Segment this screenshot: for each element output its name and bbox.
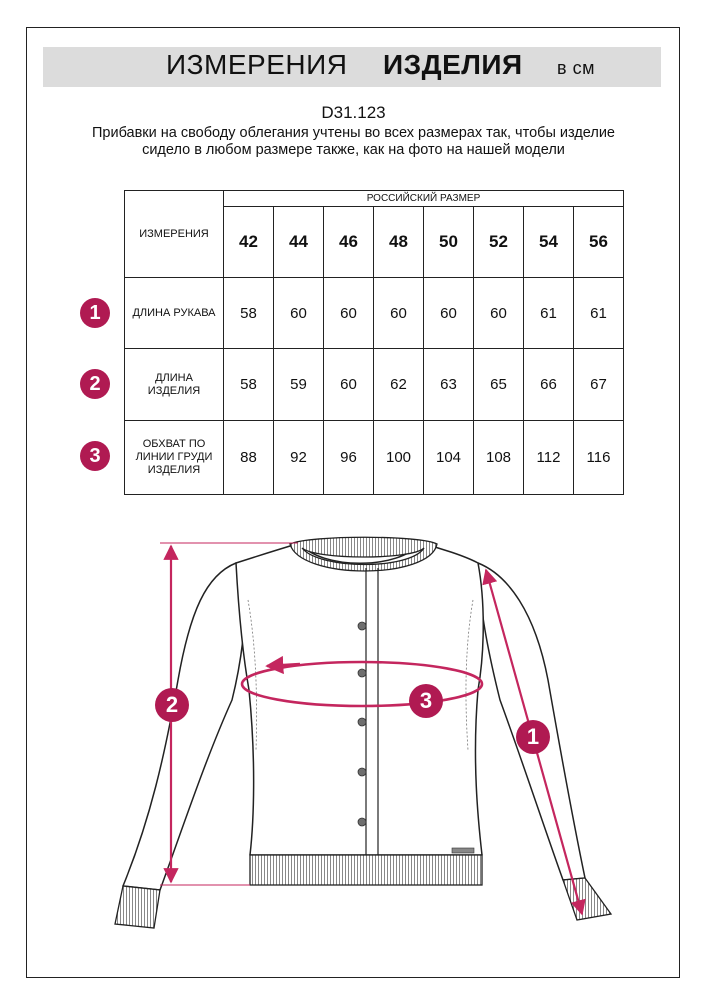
marker-1: 1 <box>516 720 550 754</box>
table-cell: 60 <box>474 278 524 349</box>
row-badge-1: 1 <box>80 298 110 328</box>
marker-2: 2 <box>155 688 189 722</box>
size-header: 52 <box>474 207 524 278</box>
size-header: 48 <box>374 207 424 278</box>
table-cell: 104 <box>424 421 474 495</box>
marker-3: 3 <box>409 684 443 718</box>
fit-note: Прибавки на свободу облегания учтены во всех размерах так, чтобы изделие сидело в любом размере также, как на фото на нашей модели <box>91 125 615 158</box>
table-cell: 60 <box>374 278 424 349</box>
table-cell: 60 <box>274 278 324 349</box>
table-cell: 63 <box>424 349 474 421</box>
table-cell: 88 <box>224 421 274 495</box>
table-cell: 60 <box>324 349 374 421</box>
table-cell: 61 <box>574 278 624 349</box>
size-header: 56 <box>574 207 624 278</box>
size-group-header: РОССИЙСКИЙ РАЗМЕР <box>224 191 624 207</box>
measure-header: ИЗМЕРЕНИЯ <box>125 191 224 278</box>
table-cell: 67 <box>574 349 624 421</box>
table-cell: 59 <box>274 349 324 421</box>
header-title-garment: ИЗДЕЛИЯ <box>383 49 523 80</box>
table-cell: 100 <box>374 421 424 495</box>
cardigan-body <box>123 543 585 890</box>
table-cell: 112 <box>524 421 574 495</box>
table-cell: 62 <box>374 349 424 421</box>
right-cuff-rib <box>563 878 611 920</box>
table-cell: 61 <box>524 278 574 349</box>
table-cell: 60 <box>424 278 474 349</box>
table-cell: 65 <box>474 349 524 421</box>
size-header: 50 <box>424 207 474 278</box>
size-header: 46 <box>324 207 374 278</box>
row-badge-2: 2 <box>80 369 110 399</box>
table-cell: 92 <box>274 421 324 495</box>
table-cell: 66 <box>524 349 574 421</box>
table-cell: 58 <box>224 278 274 349</box>
header-title-measurements: ИЗМЕРЕНИЯ <box>166 49 348 80</box>
left-cuff-rib <box>115 886 160 928</box>
table-cell: 108 <box>474 421 524 495</box>
table-cell: 116 <box>574 421 624 495</box>
table-cell: 58 <box>224 349 274 421</box>
table-cell: 96 <box>324 421 374 495</box>
size-header: 44 <box>274 207 324 278</box>
row-label-garment-length: ДЛИНА ИЗДЕЛИЯ <box>125 349 224 421</box>
size-header: 42 <box>224 207 274 278</box>
table-cell: 60 <box>324 278 374 349</box>
header-unit: в см <box>557 58 595 78</box>
row-label-chest-girth: ОБХВАТ ПО ЛИНИИ ГРУДИ ИЗДЕЛИЯ <box>125 421 224 495</box>
product-code: D31.123 <box>321 103 386 122</box>
row-label-sleeve-length: ДЛИНА РУКАВА <box>125 278 224 349</box>
row-badge-3: 3 <box>80 441 110 471</box>
size-header: 54 <box>524 207 574 278</box>
hem-rib <box>250 855 482 885</box>
